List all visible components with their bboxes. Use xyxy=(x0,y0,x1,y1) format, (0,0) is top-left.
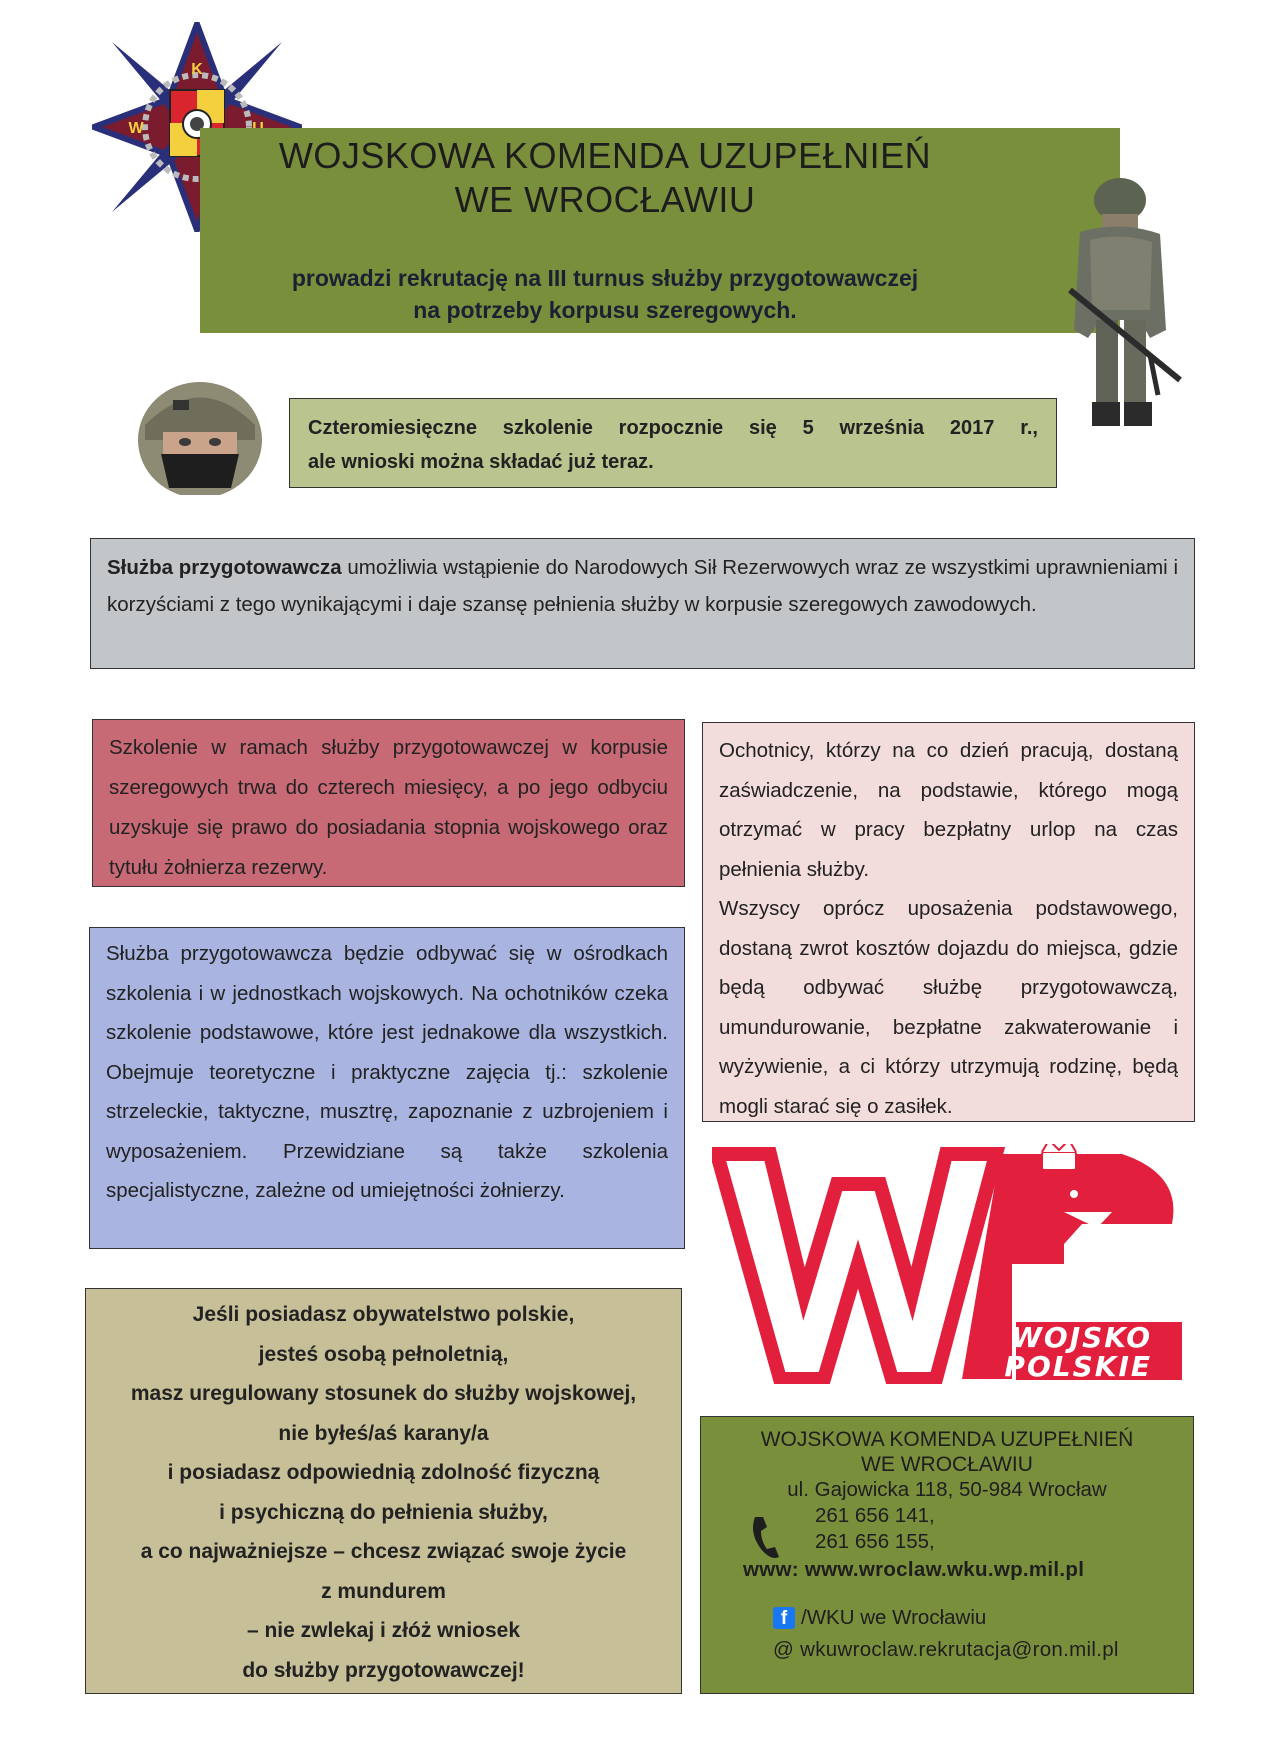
facebook-link[interactable] xyxy=(773,1605,1179,1631)
facebook-icon: f xyxy=(773,1607,795,1629)
benefits-box xyxy=(702,722,1195,1122)
contact-website-link[interactable]: www: www.wroclaw.wku.wp.mil.pl xyxy=(743,1558,1085,1581)
soldier-face-image xyxy=(135,370,265,495)
logo-text-wojsko: WOJSKO xyxy=(1011,1321,1152,1354)
benefits-paragraph1: Ochotnicy, którzy na co dzień pracują, dostaną zaświadczenie, na podstawie, którego mogą otrzymać w pracy bezpłatny urlop na czas pełnienia służby. xyxy=(719,739,1178,881)
locations-text: Służba przygotowawcza będzie odbywać się w ośrodkach szkolenia i w jednostkach wojskowych. Na ochotników czeka szkolenie podstawowe, które jest jednakowe dla wszystkich. Obejmuje teoretyczne i praktyczne zajęcia tj.: szkolenie strzeleckie, taktyczne, musztrę, zapoznanie z uzbrojeniem i wyposażeniem. Przewidziane są także szkolenia specjalistyczne, zależne od umiejętności żołnierzy. xyxy=(106,942,668,1202)
training-locations-box xyxy=(89,927,685,1249)
start-notice-line2: ale wnioski można składać już teraz. xyxy=(308,451,654,473)
intro-text: umożliwia wstąpienie do Narodowych Sił Rezerwowych wraz ze wszystkimi uprawnieniami i korzyściami z tego wynikającymi i daje szansę pełnienia służby w korpusie szeregowych zawodowych. xyxy=(107,556,1178,616)
intro-bold-term: Służba przygotowawcza xyxy=(107,556,342,579)
header-title xyxy=(200,134,1010,222)
requirement-line: jesteś osobą pełnoletnią, xyxy=(258,1342,509,1366)
training-text: Szkolenie w ramach służby przygotowawczej w korpusie szeregowych trwa do czterech miesięcy, a po jego odbyciu uzyskuje się prawo do posiadania stopnia wojskowego oraz tytułu żołnierza rezerwy. xyxy=(109,736,668,879)
wojsko-polskie-logo xyxy=(712,1144,1182,1384)
facebook-label: /WKU we Wrocławiu xyxy=(801,1606,987,1629)
logo-text-polskie: POLSKIE xyxy=(1004,1350,1152,1383)
requirement-line: nie byłeś/aś karany/a xyxy=(278,1421,489,1445)
requirement-line: i posiadasz odpowiednią zdolność fizyczną xyxy=(167,1461,600,1484)
requirements-box xyxy=(85,1288,682,1694)
header-banner xyxy=(200,128,1120,333)
emblem-letter-w: W xyxy=(128,120,144,137)
header-subtitle xyxy=(200,262,1010,326)
start-notice-line1: Czteromiesięczne szkolenie rozpocznie się 5 września 2017 r., xyxy=(308,417,1038,439)
soldier-image xyxy=(1040,170,1190,445)
requirement-line: do służby przygotowawczej! xyxy=(242,1658,525,1682)
contact-phone2: 261 656 155, xyxy=(815,1530,935,1553)
requirement-line: masz uregulowany stosunek do służby wojskowej, xyxy=(130,1382,637,1405)
requirement-line: a co najważniejsze – chcesz związać swoje życie xyxy=(140,1540,627,1563)
requirement-line: i psychiczną do pełnienia służby, xyxy=(219,1500,548,1524)
emblem-letter-k: K xyxy=(191,61,203,78)
header-title-line2: WE WROCŁAWIU xyxy=(454,179,756,220)
phone-icon xyxy=(747,1513,783,1563)
contact-box xyxy=(700,1416,1194,1694)
header-subtitle-line2: na potrzeby korpusu szeregowych. xyxy=(413,297,797,323)
contact-phone1: 261 656 141, xyxy=(815,1504,935,1527)
contact-title-line1: WOJSKOWA KOMENDA UZUPEŁNIEŃ xyxy=(760,1428,1134,1451)
contact-address: ul. Gajowicka 118, 50-984 Wrocław xyxy=(787,1478,1107,1501)
requirement-line: z mundurem xyxy=(321,1579,446,1603)
contact-title xyxy=(715,1427,1179,1477)
header-title-line1: WOJSKOWA KOMENDA UZUPEŁNIEŃ xyxy=(278,135,932,176)
benefits-paragraph2: Wszyscy oprócz uposażenia podstawowego, dostaną zwrot kosztów dojazdu do miejsca, gdzie będą odbywać służbę przygotowawczą, umundurowanie, bezpłatne zakwaterowanie i wyżywienie, a ci którzy utrzymują rodzinę, będą mogli starać się o zasiłek. xyxy=(719,897,1178,1118)
start-date-notice xyxy=(289,398,1057,488)
header-subtitle-line1: prowadzi rekrutację na III turnus służby przygotowawczej xyxy=(291,265,919,291)
requirement-line: Jeśli posiadasz obywatelstwo polskie, xyxy=(192,1303,575,1326)
contact-title-line2: WE WROCŁAWIU xyxy=(861,1453,1033,1476)
requirement-line: – nie zwlekaj i złóż wniosek xyxy=(246,1619,521,1642)
contact-email-link[interactable]: @ wkuwroclaw.rekrutacja@ron.mil.pl xyxy=(773,1638,1119,1661)
intro-paragraph xyxy=(90,538,1195,669)
training-duration-box xyxy=(92,719,685,887)
